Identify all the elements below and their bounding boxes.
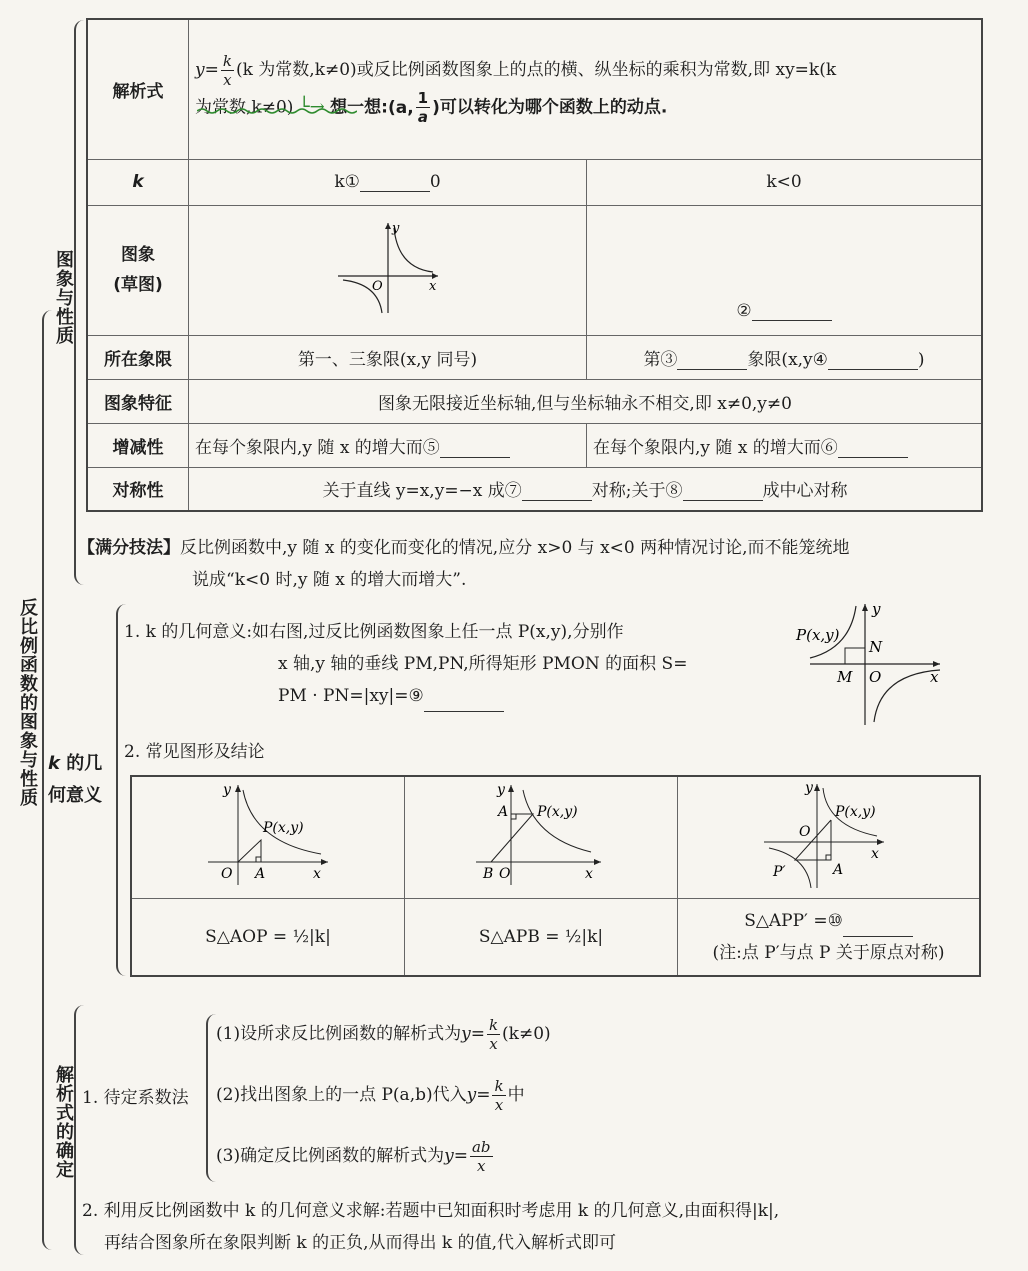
fig2-b-label: B [483,865,494,882]
arrow-icon: └→ [298,96,325,118]
method1-label: 1. 待定系数法 [82,1088,189,1108]
fig2-o-label: O [499,865,511,882]
fig3-a-label: A [832,861,843,878]
graph-neg-cell: ② [587,205,983,335]
wavy-underline [197,107,357,115]
k-label: k [87,159,189,205]
fig2-p-label: P(x,y) [537,803,578,820]
feature-label: 图象特征 [87,379,189,423]
fig2-y-label: y [497,781,505,798]
fig1-p-label: P(x,y) [263,819,304,836]
k-geometry-heading: k 的几 何意义 [48,753,103,806]
quadrant-label: 所在象限 [87,335,189,379]
fig1-x-label: x [313,865,321,882]
feature-text: 图象无限接近坐标轴,但与坐标轴永不相交,即 x≠0,y≠0 [189,379,983,423]
analytic-cell: y= $\frac{k}{x}$ (k 为常数,k≠0)或反比例函数图象上的点的横、纵坐标的乘积为常数,即 xy=k(k 为常数,k≠0) └→ 想一想:(a, $\frac{1}{a}$ )可以转化为哪个函数上的动点. [189,19,983,159]
geometry-p1: 1. k 的几何意义:如右图,过反比例函数图象上任一点 P(x,y),分别作 x 轴,y 轴的垂线 PM,PN,所得矩形 PMON 的面积 S= PM · PN=|xy|=⑨ [124,616,764,712]
method2: 2. 利用反比例函数中 k 的几何意义求解:若题中已知面积时考虑用 k 的几何意义,由面积得|k|, 再结合图象所在象限判断 k 的正负,从而得出 k 的值,代入解析式即可 [82,1201,780,1253]
sym-text: 关于直线 y=x,y=−x 成⑦ 对称;关于⑧ 成中心对称 [189,467,983,511]
fig2-a-label: A [498,803,509,820]
fig1-y-label: y [223,781,231,798]
fig1-a-label: A [255,865,266,882]
graph-properties-brace [74,20,86,585]
figures-table [130,775,981,977]
graph-label: 图象 (草图) [87,205,189,335]
analytic-heading: 解析式的确定 [53,1065,74,1179]
k-pos-cell: k① 0 [189,159,587,205]
hyperbola-sketch [328,218,448,318]
tip-block: 【满分技法】反比例函数中,y 随 x 的变化而变化的情况,应分 x>0 与 x<0 两种情况讨论,而不能笼统地 说成“k<0 时,y 随 x 的增大而增大”. [78,538,850,590]
fig3-pp-label: P′ [772,863,786,880]
figure-app [759,780,899,890]
figure-3 [678,776,981,898]
origin-label: O [371,278,383,294]
fig3-y-label: y [804,779,813,796]
fig1-o-label: O [221,865,233,882]
mono-label: 增减性 [87,423,189,467]
properties-table [86,18,983,512]
graph-properties-heading: 图象与性质 [53,250,74,345]
formula-aop: S△AOP = ½|k| [131,898,405,976]
quadrant-pos: 第一、三象限(x,y 同号) [189,335,587,379]
main-heading: 反比例函数的图象与性质 [17,598,38,807]
step3: (3)确定反比例函数的解析式为y= $\frac{ab}{x}$ [216,1138,491,1175]
figure-aop [203,780,333,890]
quadrant-neg: 第③ 象限(x,y④ ) [587,335,983,379]
mono-pos: 在每个象限内,y 随 x 的增大而⑤ [189,423,587,467]
fig2-x-label: x [585,865,593,882]
origin-label-2: O [869,668,882,686]
fig3-p-label: P(x,y) [834,803,876,820]
k-neg-cell: k<0 [587,159,983,205]
axis-x-label-2: x [930,668,939,686]
step2: (2)找出图象上的一点 P(a,b)代入y= $\frac{k}{x}$ 中 [216,1077,525,1114]
formula-apb: S△APB = ½|k| [405,898,678,976]
geometry-p2: 2. 常见图形及结论 [124,742,265,762]
axis-x-label: x [428,278,436,294]
rectangle-figure [790,600,950,730]
step1: (1)设所求反比例函数的解析式为y= $\frac{k}{x}$ (k≠0) [216,1016,551,1053]
analytic-label: 解析式 [87,19,189,159]
formula-app: S△APP′ =⑩ (注:点 P′与点 P 关于原点对称) [678,898,981,976]
point-m-label: M [837,668,853,686]
fig3-x-label: x [870,845,879,862]
axis-y-label-2: y [872,600,881,618]
figure-apb [471,780,611,890]
graph-pos-cell [189,205,587,335]
figure-1 [131,776,405,898]
fig3-o-label: O [798,823,810,840]
point-n-label: N [869,638,883,656]
sym-label: 对称性 [87,467,189,511]
point-p-label: P(x,y) [796,626,840,644]
axis-y-label: y [391,220,399,236]
figure-2 [405,776,678,898]
mono-neg: 在每个象限内,y 随 x 的增大而⑥ [587,423,983,467]
